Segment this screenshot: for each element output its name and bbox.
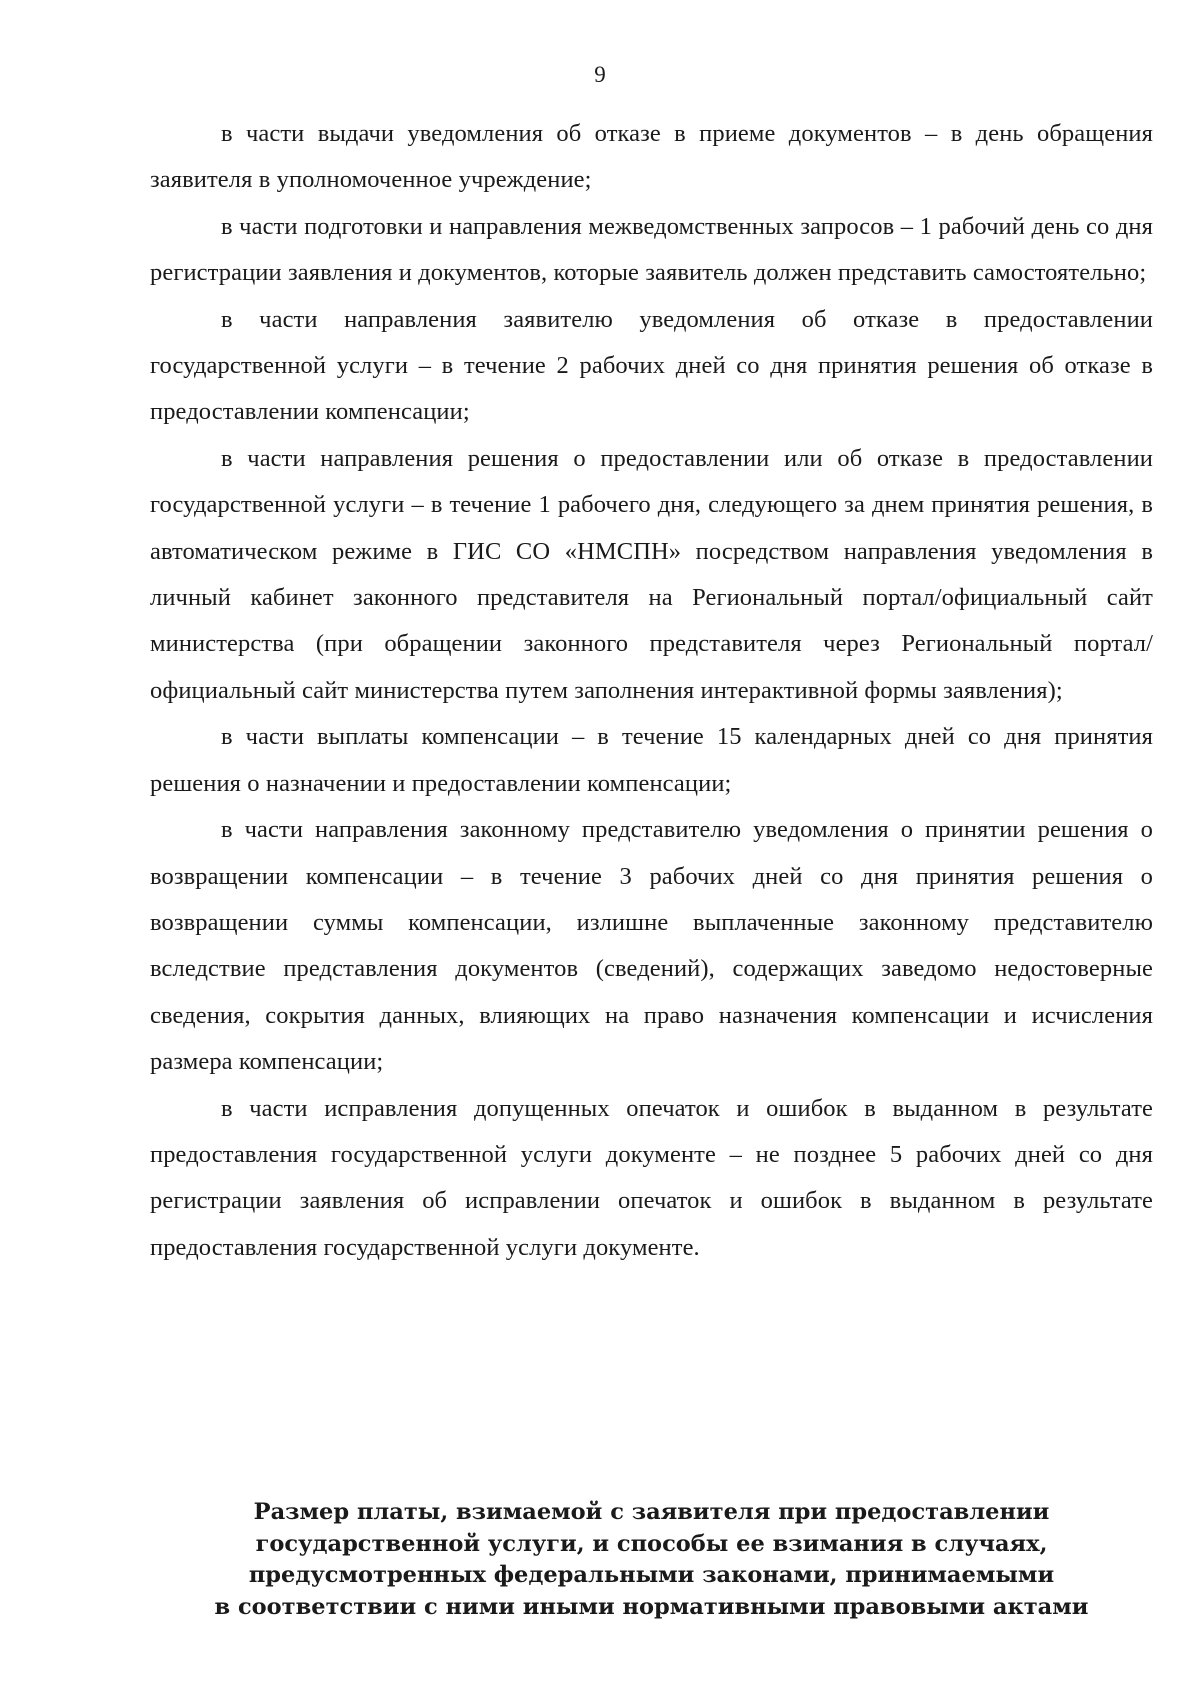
section-heading: [150, 1497, 1153, 1623]
page-number: 9: [594, 62, 606, 87]
paragraph-interagency-requests: в части подготовки и направления межведомственных запросов – 1 рабочий день со дня регистрации заявления и документов, которые заявитель должен представить самостоятельно;: [150, 212, 1153, 287]
paragraph-compensation-payment: в части выплаты компенсации – в течение 15 календарных дней со дня принятия решения о назначении и предоставлении компенсации;: [150, 723, 1153, 797]
heading-line: в соответствии с ними иными нормативными правовыми актами: [214, 1593, 1089, 1620]
paragraph-rejection-notice: в части выдачи уведомления об отказе в приеме документов – в день обращения заявителя в уполномоченное учреждение;: [150, 120, 1153, 194]
heading-line: государственной услуги, и способы ее взимания в случаях,: [255, 1530, 1048, 1557]
paragraph-error-correction: в части исправления допущенных опечаток и ошибок в выданном в результате предоставления государственной услуги документе – не позднее 5 рабочих дней со дня регистрации заявления об исправлении опечаток и ошибок в выданном в результате предоставления государственной услуги документе.: [150, 1094, 1153, 1261]
heading-line: предусмотренных федеральными законами, принимаемыми: [248, 1562, 1055, 1588]
paragraph-decision-sending: в части направления решения о предоставлении или об отказе в предоставлении государственной услуги – в течение 1 рабочего дня, следующего за днем принятия решения, в автоматическом режиме в ГИС СО «НМСПН» посредством направления уведомления в личный кабинет законного представителя на Региональный портал/официальный сайт министерства (при обращении законного представителя через Региональный портал/официальный сайт министерства путем заполнения интерактивной формы заявления);: [150, 444, 1153, 704]
paragraph-refusal-notification: в части направления заявителю уведомления об отказе в предоставлении государственной услуги – в течение 2 рабочих дней со дня принятия решения об отказе в предоставлении компенсации;: [150, 305, 1153, 426]
paragraph-compensation-return: в части направления законному представителю уведомления о принятии решения о возвращении компенсации – в течение 3 рабочих дней со дня принятия решения о возвращении суммы компенсации, излишне выплаченные законному представителю вследствие представления документов (сведений), содержащих заведомо недостоверные сведения, сокрытия данных, влияющих на право назначения компенсации и исчисления размера компенсации;: [150, 816, 1153, 1076]
body-text: [150, 111, 1153, 1271]
heading-line: Размер платы, взимаемой с заявителя при предоставлении: [253, 1499, 1050, 1525]
